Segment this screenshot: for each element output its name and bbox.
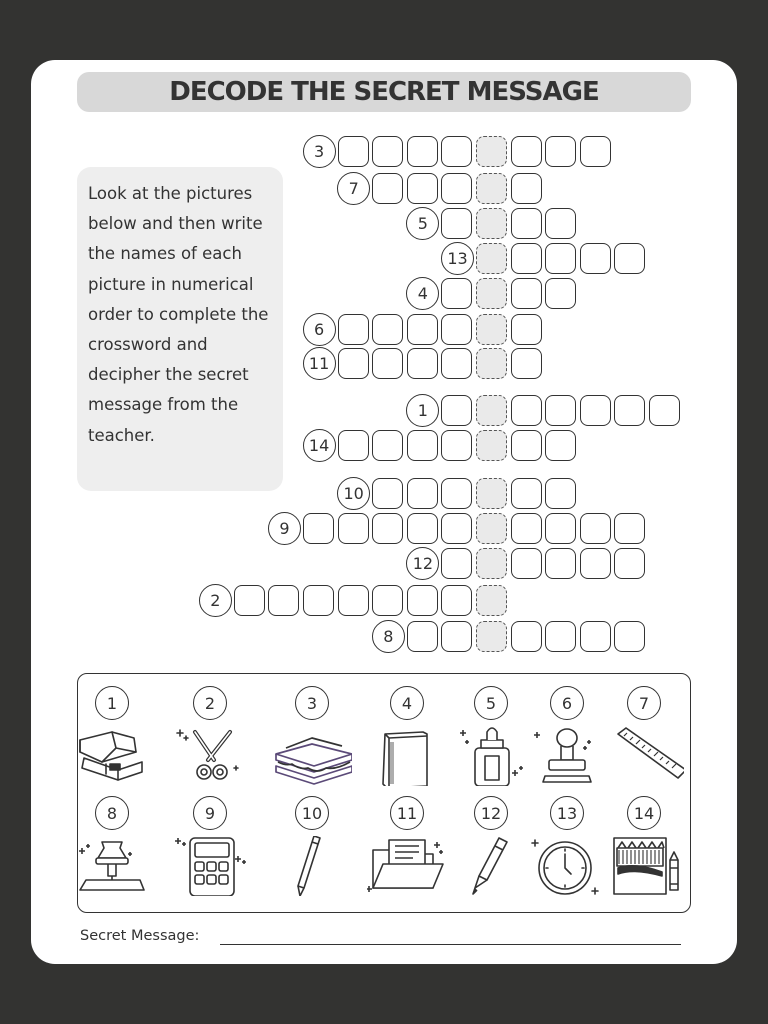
marker-icon — [451, 836, 531, 896]
clue-number: 7 — [337, 172, 370, 205]
picture-item — [527, 674, 607, 786]
clue-number: 13 — [441, 242, 474, 275]
letter-cell[interactable] — [580, 513, 611, 544]
letter-cell[interactable] — [441, 395, 472, 426]
letter-cell[interactable] — [441, 548, 472, 579]
instructions-text: Look at the pictures below and then write the names of each picture in numerical order to complete the crossword and decipher the secret message from the teacher. — [88, 184, 269, 445]
picture-number: 14 — [627, 796, 661, 830]
picture-item — [272, 674, 352, 786]
letter-cell[interactable] — [545, 208, 576, 239]
letter-cell[interactable] — [338, 585, 369, 616]
letter-cell[interactable] — [441, 585, 472, 616]
picture-number: 7 — [627, 686, 661, 720]
picture-key-box — [77, 673, 691, 913]
letter-cell[interactable] — [407, 136, 438, 167]
letter-cell[interactable] — [580, 136, 611, 167]
clue-number: 14 — [303, 429, 336, 462]
picture-item — [604, 674, 684, 786]
secret-letter-cell[interactable] — [476, 585, 507, 616]
secret-letter-cell[interactable] — [476, 430, 507, 461]
secret-letter-cell[interactable] — [476, 173, 507, 204]
letter-cell[interactable] — [441, 314, 472, 345]
letter-cell[interactable] — [407, 173, 438, 204]
clue-number: 2 — [199, 584, 232, 617]
letter-cell[interactable] — [511, 430, 542, 461]
letter-cell[interactable] — [545, 430, 576, 461]
secret-letter-cell[interactable] — [476, 548, 507, 579]
clue-number: 5 — [406, 207, 439, 240]
secret-message-answer-line[interactable] — [220, 944, 681, 945]
clue-number: 12 — [406, 547, 439, 580]
stapler-icon — [72, 726, 152, 786]
letter-cell[interactable] — [407, 430, 438, 461]
secret-letter-cell[interactable] — [476, 136, 507, 167]
secret-letter-cell[interactable] — [476, 395, 507, 426]
letter-cell[interactable] — [511, 278, 542, 309]
picture-item — [604, 784, 684, 896]
letter-cell[interactable] — [303, 513, 334, 544]
secret-letter-cell[interactable] — [476, 348, 507, 379]
letter-cell[interactable] — [338, 314, 369, 345]
push-pin-icon — [72, 836, 152, 896]
clue-number: 8 — [372, 620, 405, 653]
picture-item — [72, 784, 152, 896]
letter-cell[interactable] — [580, 395, 611, 426]
pencil-icon — [272, 836, 352, 896]
crayons-icon — [604, 836, 684, 896]
letter-cell[interactable] — [407, 621, 438, 652]
letter-cell[interactable] — [372, 348, 403, 379]
picture-item — [367, 784, 447, 896]
stamp-icon — [527, 726, 607, 786]
picture-item — [272, 784, 352, 896]
secret-letter-cell[interactable] — [476, 208, 507, 239]
secret-letter-cell[interactable] — [476, 513, 507, 544]
picture-number: 5 — [474, 686, 508, 720]
clock-icon — [527, 836, 607, 896]
letter-cell[interactable] — [545, 243, 576, 274]
letter-cell[interactable] — [580, 548, 611, 579]
letter-cell[interactable] — [511, 621, 542, 652]
letter-cell[interactable] — [511, 395, 542, 426]
picture-item — [451, 784, 531, 896]
letter-cell[interactable] — [511, 348, 542, 379]
letter-cell[interactable] — [511, 478, 542, 509]
letter-cell[interactable] — [338, 136, 369, 167]
secret-letter-cell[interactable] — [476, 314, 507, 345]
clue-number: 3 — [303, 135, 336, 168]
letter-cell[interactable] — [407, 314, 438, 345]
glue-bottle-icon — [451, 726, 531, 786]
letter-cell[interactable] — [614, 548, 645, 579]
picture-item — [72, 674, 152, 786]
letter-cell[interactable] — [545, 395, 576, 426]
letter-cell[interactable] — [407, 513, 438, 544]
clue-number: 11 — [303, 347, 336, 380]
book-icon — [367, 726, 447, 786]
picture-number: 9 — [193, 796, 227, 830]
clue-number: 6 — [303, 313, 336, 346]
picture-number: 13 — [550, 796, 584, 830]
letter-cell[interactable] — [441, 430, 472, 461]
secret-message-label: Secret Message: — [80, 928, 200, 944]
letter-cell[interactable] — [545, 548, 576, 579]
secret-letter-cell[interactable] — [476, 278, 507, 309]
letter-cell[interactable] — [372, 478, 403, 509]
clue-number: 10 — [337, 477, 370, 510]
letter-cell[interactable] — [441, 621, 472, 652]
letter-cell[interactable] — [614, 621, 645, 652]
picture-item — [170, 674, 250, 786]
letter-cell[interactable] — [338, 348, 369, 379]
letter-cell[interactable] — [580, 621, 611, 652]
secret-letter-cell[interactable] — [476, 243, 507, 274]
clue-number: 9 — [268, 512, 301, 545]
letter-cell[interactable] — [372, 585, 403, 616]
letter-cell[interactable] — [511, 243, 542, 274]
letter-cell[interactable] — [407, 585, 438, 616]
letter-cell[interactable] — [441, 513, 472, 544]
picture-item — [170, 784, 250, 896]
picture-number: 4 — [390, 686, 424, 720]
letter-cell[interactable] — [407, 478, 438, 509]
letter-cell[interactable] — [511, 136, 542, 167]
letter-cell[interactable] — [545, 478, 576, 509]
letter-cell[interactable] — [338, 513, 369, 544]
letter-cell[interactable] — [545, 621, 576, 652]
letter-cell[interactable] — [614, 395, 645, 426]
letter-cell[interactable] — [614, 243, 645, 274]
picture-number: 3 — [295, 686, 329, 720]
letter-cell[interactable] — [545, 513, 576, 544]
letter-cell[interactable] — [372, 314, 403, 345]
picture-number: 11 — [390, 796, 424, 830]
letter-cell[interactable] — [441, 278, 472, 309]
page-title: DECODE THE SECRET MESSAGE — [169, 77, 599, 107]
picture-number: 1 — [95, 686, 129, 720]
letter-cell[interactable] — [372, 513, 403, 544]
letter-cell[interactable] — [545, 136, 576, 167]
letter-cell[interactable] — [441, 478, 472, 509]
picture-number: 6 — [550, 686, 584, 720]
letter-cell[interactable] — [511, 208, 542, 239]
picture-item — [451, 674, 531, 786]
letter-cell[interactable] — [580, 243, 611, 274]
letter-cell[interactable] — [407, 348, 438, 379]
calculator-icon — [170, 836, 250, 896]
letter-cell[interactable] — [614, 513, 645, 544]
letter-cell[interactable] — [338, 430, 369, 461]
letter-cell[interactable] — [545, 278, 576, 309]
letter-cell[interactable] — [441, 348, 472, 379]
secret-letter-cell[interactable] — [476, 621, 507, 652]
picture-number: 2 — [193, 686, 227, 720]
letter-cell[interactable] — [372, 430, 403, 461]
letter-cell[interactable] — [372, 173, 403, 204]
letter-cell[interactable] — [303, 585, 334, 616]
clue-number: 1 — [406, 394, 439, 427]
picture-number: 12 — [474, 796, 508, 830]
folder-icon — [367, 836, 447, 896]
letter-cell[interactable] — [441, 173, 472, 204]
letter-cell[interactable] — [511, 314, 542, 345]
letter-cell[interactable] — [511, 173, 542, 204]
letter-cell[interactable] — [441, 208, 472, 239]
letter-cell[interactable] — [234, 585, 265, 616]
picture-number: 10 — [295, 796, 329, 830]
sandwich-icon — [272, 726, 352, 786]
scissors-icon — [170, 726, 250, 786]
letter-cell[interactable] — [441, 136, 472, 167]
letter-cell[interactable] — [511, 548, 542, 579]
picture-item — [367, 674, 447, 786]
letter-cell[interactable] — [268, 585, 299, 616]
clue-number: 4 — [406, 277, 439, 310]
picture-number: 8 — [95, 796, 129, 830]
letter-cell[interactable] — [511, 513, 542, 544]
picture-item — [527, 784, 607, 896]
secret-letter-cell[interactable] — [476, 478, 507, 509]
ruler-icon — [604, 726, 684, 786]
letter-cell[interactable] — [372, 136, 403, 167]
letter-cell[interactable] — [649, 395, 680, 426]
